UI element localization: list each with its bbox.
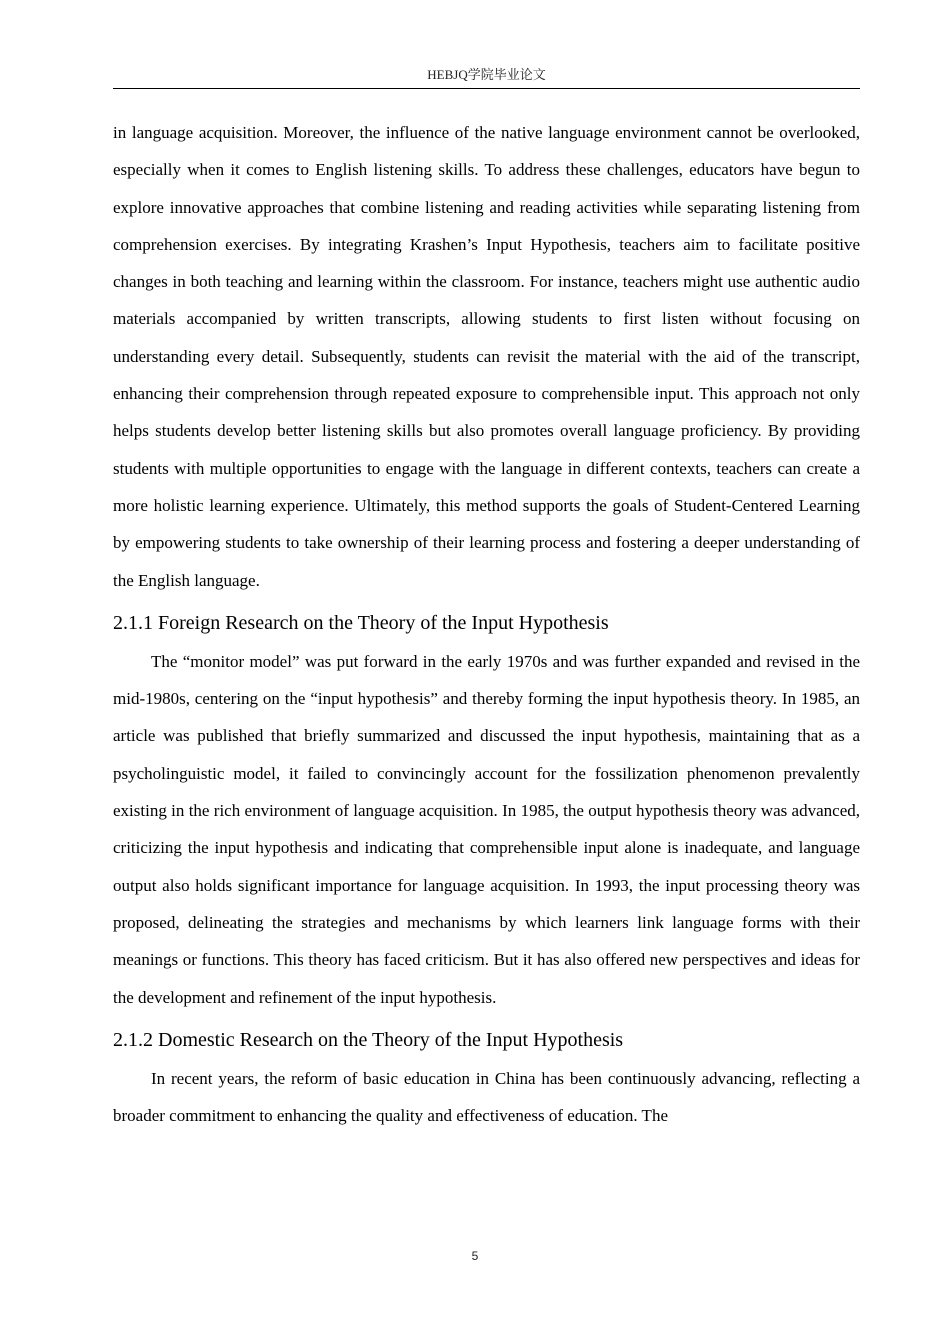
section-heading-foreign-research: 2.1.1 Foreign Research on the Theory of the Input Hypothesis	[113, 611, 609, 634]
body-content	[113, 114, 860, 1134]
paragraph-continued: in language acquisition. Moreover, the influence of the native language environment cannot be overlooked, especially when it comes to English listening skills. To address these challenges, educators have begun to explore innovative approaches that combine listening and reading activities while separating listening from comprehension exercises. By integrating Krashen’s Input Hypothesis, teachers aim to facilitate positive changes in both teaching and learning within the classroom. For instance, teachers might use authentic audio materials accompanied by written transcripts, allowing students to first listen without focusing on understanding every detail. Subsequently, students can revisit the material with the aid of the transcript, enhancing their comprehension through repeated exposure to comprehensible input. This approach not only helps students develop better listening skills but also promotes overall language proficiency. By providing students with multiple opportunities to engage with the language in different contexts, teachers can create a more holistic learning experience. Ultimately, this method supports the goals of Student-Centered Learning by empowering students to take ownership of their learning process and fostering a deeper understanding of the English language.	[113, 123, 860, 590]
paragraph-foreign-research: The “monitor model” was put forward in the early 1970s and was further expanded and revised in the mid-1980s, centering on the “input hypothesis” and thereby forming the input hypothesis theory. In 1985, an article was published that briefly summarized and discussed the input hypothesis, maintaining that as a psycholinguistic model, it failed to convincingly account for the fossilization phenomenon prevalently existing in the rich environment of language acquisition. In 1985, the output hypothesis theory was advanced, criticizing the input hypothesis and indicating that comprehensible input alone is inadequate, and language output also holds significant importance for language acquisition. In 1993, the input processing theory was proposed, delineating the strategies and mechanisms by which learners link language forms with their meanings or functions. This theory has faced criticism. But it has also offered new perspectives and ideas for the development and refinement of the input hypothesis.	[113, 651, 860, 1007]
page-number: 5	[471, 1249, 479, 1263]
running-header: HEBJQ学院毕业论文	[427, 67, 546, 82]
paragraph-domestic-research: In recent years, the reform of basic education in China has been continuously advancing, reflecting a broader commitment to enhancing the quality and effectiveness of education. The	[113, 1068, 860, 1126]
header-divider	[113, 88, 860, 89]
section-heading-domestic-research: 2.1.2 Domestic Research on the Theory of the Input Hypothesis	[113, 1028, 624, 1051]
